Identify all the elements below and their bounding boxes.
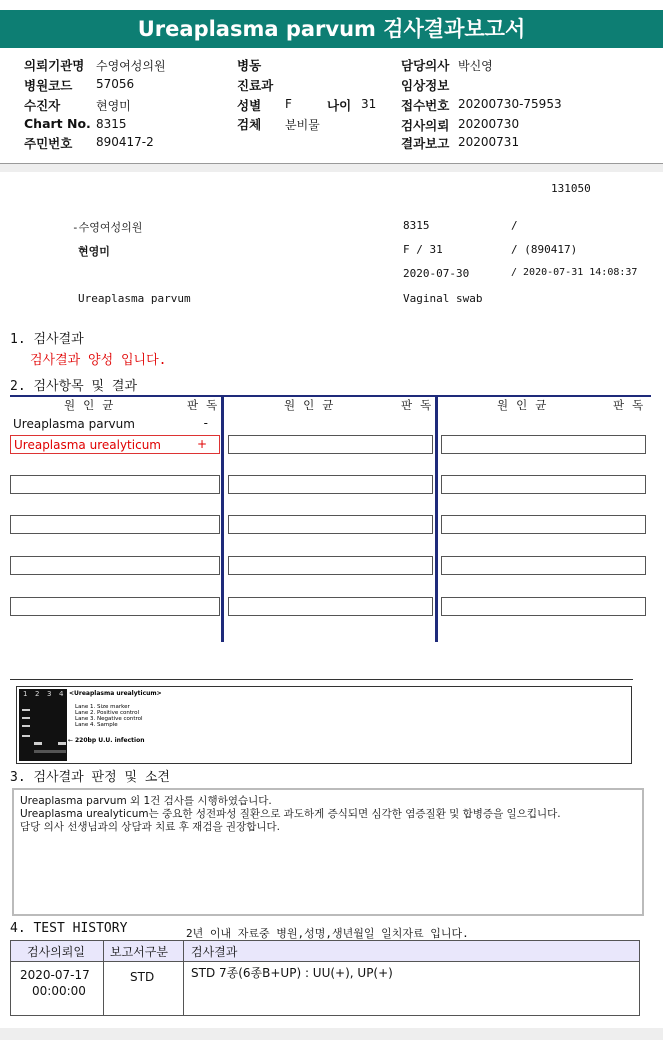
gel-band	[58, 742, 66, 745]
pathogen-result: +	[196, 437, 207, 451]
sex-value: F	[285, 97, 292, 111]
receipt-label: 접수번호	[401, 98, 450, 113]
history-col-date: 검사의뢰일	[27, 945, 85, 959]
opinion-line: 담당 의사 선생님과의 상담과 치료 후 재검을 권장합니다.	[20, 821, 280, 833]
empty-cell	[441, 435, 646, 454]
gray-band	[0, 164, 663, 172]
pathogen-name: Ureaplasma urealyticum	[14, 438, 161, 452]
history-table	[10, 940, 640, 1016]
summary-specimen: Vaginal swab	[403, 292, 483, 305]
result-row-uu	[10, 435, 220, 454]
section-1-title: 1. 검사결과	[10, 332, 84, 347]
table-header-pathogen-1: 원인균	[64, 398, 122, 412]
opinion-box	[12, 788, 644, 916]
lane-number: 3	[47, 690, 52, 698]
empty-cell	[228, 597, 433, 616]
table-header-judge-1: 판독	[187, 398, 226, 412]
report-label: 결과보고	[401, 136, 450, 151]
specimen-value: 분비물	[285, 118, 320, 132]
gel-legend: Lane 1. Size marker	[75, 704, 130, 710]
section-1-result: 검사결과 양성 입니다.	[30, 353, 167, 368]
table-header-judge-3: 판독	[613, 398, 652, 412]
section-3-title: 3. 검사결과 판정 및 소견	[10, 770, 170, 785]
empty-cell	[228, 475, 433, 494]
gel-legend: Lane 4. Sample	[75, 722, 118, 728]
request-label: 검사의뢰	[401, 118, 450, 133]
history-note: 2년 이내 자료중 병원,성명,생년월일 일치자료 입니다.	[186, 927, 469, 940]
summary-hospital: -수영여성의원	[72, 221, 143, 234]
bottom-band	[0, 1028, 663, 1040]
pathogen-name: Ureaplasma parvum	[13, 417, 135, 431]
history-col-type: 보고서구분	[110, 945, 168, 959]
gel-band	[22, 725, 30, 727]
summary-hospital-name: 수영여성의원	[78, 221, 143, 234]
history-row-result: STD 7종(6종B+UP) : UU(+), UP(+)	[191, 966, 393, 980]
ward-label: 병동	[237, 58, 262, 73]
pathogen-result: -	[203, 416, 208, 430]
empty-cell	[228, 515, 433, 534]
empty-cell	[10, 556, 220, 575]
table-header-pathogen-3: 원인균	[497, 398, 555, 412]
gel-arrow-label: 220bp U.U. infection	[75, 737, 145, 744]
report-title: Ureaplasma parvum 검사결과보고서	[137, 17, 526, 41]
summary-request-date: 2020-07-30	[403, 267, 470, 280]
result-row-up	[10, 415, 220, 434]
sex-label: 성별	[237, 98, 262, 113]
empty-cell	[10, 475, 220, 494]
table-header-judge-2: 판독	[401, 398, 440, 412]
request-value: 20200730	[458, 117, 520, 131]
patient-label: 수진자	[24, 98, 61, 113]
specimen-label: 검체	[237, 117, 262, 132]
gel-image	[19, 689, 67, 761]
report-value: 20200731	[458, 135, 520, 149]
section-2-title: 2. 검사항목 및 결과	[10, 379, 138, 394]
history-col-divider	[103, 941, 104, 1015]
section-4-title: 4. TEST HISTORY	[10, 921, 128, 936]
hospital-value: 수영여성의원	[96, 59, 166, 73]
gel-legend: Lane 3. Negative control	[75, 716, 143, 722]
history-row-date: 2020-07-17	[20, 968, 90, 982]
gel-band	[34, 742, 42, 745]
history-row-type: STD	[130, 970, 155, 984]
gel-band	[22, 735, 30, 737]
empty-cell	[441, 556, 646, 575]
age-value: 31	[361, 97, 377, 111]
gel-top-rule	[10, 679, 633, 680]
gel-title: <Ureaplasma urealyticum>	[69, 690, 162, 697]
summary-patient: 현영미	[78, 245, 110, 258]
empty-cell	[441, 475, 646, 494]
history-col-divider	[183, 941, 184, 1015]
dept-label: 진료과	[237, 78, 274, 93]
patient-value: 현영미	[96, 99, 131, 113]
id-label: 주민번호	[24, 136, 73, 151]
receipt-value: 20200730-75953	[458, 97, 562, 111]
summary-chart: 8315	[403, 219, 430, 232]
id-value: 890417-2	[96, 135, 154, 149]
code-label: 병원코드	[24, 78, 73, 93]
code-value: 57056	[96, 77, 135, 91]
history-col-result: 검사결과	[191, 945, 238, 959]
chart-value: 8315	[96, 117, 127, 131]
summary-report-datetime: / 2020-07-31 14:08:37	[511, 267, 638, 278]
clinical-label: 임상정보	[401, 78, 450, 93]
age-label: 나이	[327, 98, 352, 113]
gel-band	[22, 717, 30, 719]
empty-cell	[10, 597, 220, 616]
summary-sex-age: F / 31	[403, 243, 443, 256]
table-col-divider-2	[435, 396, 438, 642]
gel-band	[22, 709, 30, 711]
empty-cell	[10, 515, 220, 534]
doctor-label: 담당의사	[401, 58, 450, 73]
summary-test: Ureaplasma parvum	[78, 292, 191, 305]
gel-legend: Lane 2. Positive control	[75, 710, 140, 716]
history-header	[11, 941, 639, 962]
summary-slash: /	[511, 219, 518, 232]
table-col-divider-1	[221, 396, 224, 642]
empty-cell	[228, 556, 433, 575]
chart-label: Chart No.	[24, 116, 91, 131]
gel-band	[34, 750, 66, 753]
opinion-line: Ureaplasma urealyticum는 중요한 성전파성 질환으로 과도하게 증식되면 심각한 염증질환 및 합병증을 일으킵니다.	[20, 808, 561, 820]
hospital-label: 의뢰기관명	[24, 58, 85, 73]
doctor-value: 박신영	[458, 59, 493, 73]
gel-arrow-icon: ←	[68, 737, 74, 744]
opinion-line: Ureaplasma parvum 외 1건 검사를 시행하였습니다.	[20, 795, 272, 807]
lane-number: 1	[23, 690, 28, 698]
lane-number: 4	[59, 690, 64, 698]
empty-cell	[441, 597, 646, 616]
empty-cell	[441, 515, 646, 534]
table-header-pathogen-2: 원인균	[284, 398, 342, 412]
report-title-bar	[0, 10, 663, 48]
empty-cell	[228, 435, 433, 454]
summary-code: 131050	[551, 182, 591, 195]
gel-electrophoresis-figure	[16, 686, 632, 764]
lane-number: 2	[35, 690, 40, 698]
history-row-time: 00:00:00	[32, 984, 86, 998]
summary-birth: / (890417)	[511, 243, 578, 256]
